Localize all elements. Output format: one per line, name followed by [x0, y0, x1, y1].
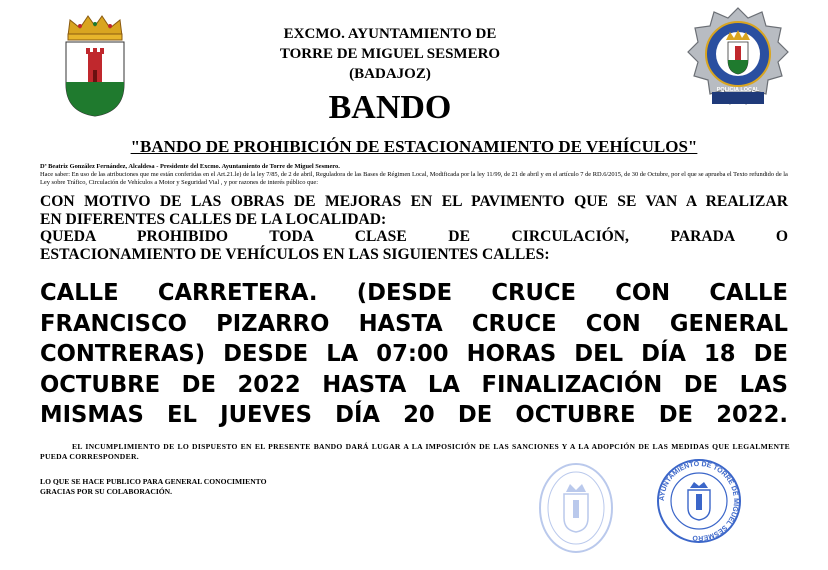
main-line-2: FRANCISCO PIZARRO HASTA CRUCE CON GENERAL: [40, 310, 788, 337]
document-title: BANDO: [328, 89, 452, 126]
stamp-ring-text: AYUNTAMIENTO DE TORRE DE MIGUEL SESMERO: [658, 460, 740, 542]
intro-line-1: CON MOTIVO DE LAS OBRAS DE MEJORAS EN EL PAVIMENTO QUE SE VAN A REALIZAR: [40, 193, 788, 210]
main-line-4: OCTUBRE DE 2022 HASTA LA FINALIZACIÓN DE LAS: [40, 371, 788, 398]
issuer-line-1: EXCMO. AYUNTAMIENTO DE: [283, 26, 497, 42]
closing-line-1: LO QUE SE HACE PUBLICO PARA GENERAL CONOCIMIENTO: [40, 477, 267, 486]
coat-of-arms-icon: [60, 12, 130, 118]
document-subtitle: "BANDO DE PROHIBICIÓN DE ESTACIONAMIENTO DE VEHÍCULOS": [130, 137, 698, 156]
issuer-line-3: (BADAJOZ): [349, 66, 431, 82]
intro-line-3: QUEDA PROHIBIDO TODA CLASE DE CIRCULACIÓN, PARADA O: [40, 228, 788, 245]
intro-line-2: EN DIFERENTES CALLES DE LA LOCALIDAD:: [40, 210, 387, 228]
faded-seal-icon: [538, 462, 614, 554]
police-badge-icon: [686, 6, 790, 116]
intro-block: [40, 193, 788, 263]
main-line-1: CALLE CARRETERA. (DESDE CRUCE CON CALLE: [40, 280, 788, 306]
mayor-line: Dª Beatriz González Fernández, Alcaldesa - Presidente del Excmo. Ayuntamiento de Torre de Miguel Sesmero.: [40, 163, 340, 170]
closing-text: [40, 477, 267, 497]
legal-paragraph: Hace saber: En uso de las atribuciones que me están conferidas en el Art.21.le) de la ley 7/85, de 2 de abril, Reguladora de las Bases de Régimen Local, Modificada por la ley 11/99, de 21 de abril y en el artículo 7 de RD.6/2015, de 30 de Octubre, por el que se aprueba el Texto refundido de la Ley sobre Tráfico, Circulación de Vehículos a Motor y Seguridad Vial , y por razones de interés público que:: [40, 171, 788, 186]
badge-label: POLICIA LOCAL: [716, 87, 760, 93]
sanctions-notice: EL INCUMPLIMIENTO DE LO DISPUESTO EN EL PRESENTE BANDO DARÁ LUGAR A LA IMPOSICIÓN DE LAS SANCIONES Y A LA ADOPCIÓN DE LAS MEDIDAS QUE LEGALMENTE PUEDA CORRESPONDER.: [40, 442, 790, 461]
main-line-3: CONTRERAS) DESDE LA 07:00 HORAS DEL DÍA 18 DE: [40, 341, 788, 367]
ayuntamiento-stamp-icon: [656, 458, 742, 544]
closing-line-2: GRACIAS POR SU COLABORACIÓN.: [40, 487, 173, 496]
main-line-5: MISMAS EL JUEVES DÍA 20 DE OCTUBRE DE 2022.: [40, 402, 788, 428]
intro-line-4: ESTACIONAMIENTO DE VEHÍCULOS EN LAS SIGUIENTES CALLES:: [40, 245, 550, 263]
issuer-header: [240, 24, 540, 84]
issuer-line-2: TORRE DE MIGUEL SESMERO: [279, 46, 501, 62]
main-announcement: [40, 278, 788, 431]
